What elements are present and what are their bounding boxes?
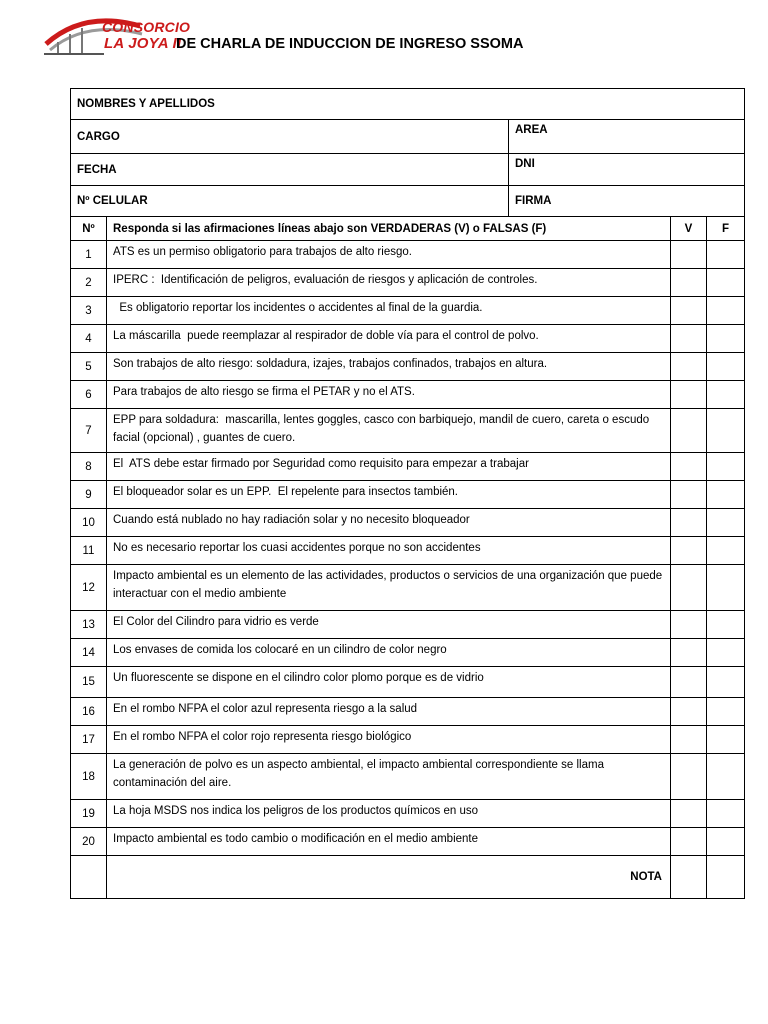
question-row (71, 565, 745, 611)
question-row (71, 800, 745, 828)
nombres-label: NOMBRES Y APELLIDOS (77, 98, 215, 110)
true-header: V (671, 217, 707, 241)
question-text: EPP para soldadura: mascarilla, lentes goggles, casco con barbiquejo, mandil de cuero, careta o escudo facial (opcional) , guantes de cuero. (107, 409, 671, 453)
answer-true-cell[interactable] (671, 726, 707, 754)
question-row (71, 481, 745, 509)
question-text: Los envases de comida los colocaré en un cilindro de color negro (107, 639, 671, 667)
answer-false-cell[interactable] (707, 241, 745, 269)
answer-true-cell[interactable] (671, 409, 707, 453)
answer-true-cell[interactable] (671, 667, 707, 698)
question-number: 13 (71, 611, 107, 639)
answer-false-cell[interactable] (707, 565, 745, 611)
logo-line1: CONSORCIO (102, 19, 191, 35)
answer-false-cell[interactable] (707, 325, 745, 353)
question-row (71, 726, 745, 754)
answer-false-cell[interactable] (707, 353, 745, 381)
question-number: 19 (71, 800, 107, 828)
nota-blank-cell (71, 856, 107, 899)
statement-header: Responda si las afirmaciones líneas abajo son VERDADERAS (V) o FALSAS (F) (107, 217, 671, 241)
question-number: 4 (71, 325, 107, 353)
question-number: 6 (71, 381, 107, 409)
answer-false-cell[interactable] (707, 381, 745, 409)
question-number: 7 (71, 409, 107, 453)
answer-true-cell[interactable] (671, 269, 707, 297)
answer-true-cell[interactable] (671, 639, 707, 667)
question-number: 14 (71, 639, 107, 667)
num-header: Nº (71, 217, 107, 241)
question-number: 12 (71, 565, 107, 611)
question-number: 18 (71, 754, 107, 800)
question-number: 10 (71, 509, 107, 537)
cargo-label: CARGO (77, 130, 120, 143)
nombres-field[interactable] (71, 89, 745, 120)
answer-false-cell[interactable] (707, 297, 745, 325)
question-row (71, 639, 745, 667)
question-row (71, 537, 745, 565)
question-row (71, 698, 745, 726)
fecha-label: FECHA (77, 163, 117, 176)
question-row (71, 353, 745, 381)
question-row (71, 381, 745, 409)
area-field[interactable] (509, 120, 745, 154)
firma-field[interactable] (509, 186, 745, 217)
answer-true-cell[interactable] (671, 241, 707, 269)
answer-false-cell[interactable] (707, 269, 745, 297)
answer-false-cell[interactable] (707, 667, 745, 698)
question-text: El Color del Cilindro para vidrio es verde (107, 611, 671, 639)
question-text: La máscarilla puede reemplazar al respirador de doble vía para el control de polvo. (107, 325, 671, 353)
answer-true-cell[interactable] (671, 509, 707, 537)
celular-label: Nº CELULAR (77, 195, 148, 207)
answer-false-cell[interactable] (707, 611, 745, 639)
question-text: El ATS debe estar firmado por Seguridad como requisito para empezar a trabajar (107, 453, 671, 481)
question-text: La generación de polvo es un aspecto ambiental, el impacto ambiental correspondiente se llama contaminación del aire. (107, 754, 671, 800)
question-number: 3 (71, 297, 107, 325)
answer-true-cell[interactable] (671, 800, 707, 828)
question-number: 8 (71, 453, 107, 481)
answer-false-cell[interactable] (707, 698, 745, 726)
question-row (71, 269, 745, 297)
answer-false-cell[interactable] (707, 453, 745, 481)
question-text: Es obligatorio reportar los incidentes o accidentes al final de la guardia. (107, 297, 671, 325)
answer-true-cell[interactable] (671, 828, 707, 856)
question-row (71, 409, 745, 453)
question-text: Impacto ambiental es todo cambio o modificación en el medio ambiente (107, 828, 671, 856)
answer-true-cell[interactable] (671, 698, 707, 726)
question-header-row (71, 217, 745, 241)
question-number: 20 (71, 828, 107, 856)
answer-false-cell[interactable] (707, 800, 745, 828)
question-text: Para trabajos de alto riesgo se firma el PETAR y no el ATS. (107, 381, 671, 409)
document-title: DE CHARLA DE INDUCCION DE INGRESO SSOMA (176, 36, 524, 52)
question-number: 16 (71, 698, 107, 726)
answer-true-cell[interactable] (671, 325, 707, 353)
area-label: AREA (515, 124, 548, 136)
cargo-field[interactable] (71, 120, 509, 154)
question-text: El bloqueador solar es un EPP. El repelente para insectos también. (107, 481, 671, 509)
dni-field[interactable] (509, 154, 745, 186)
company-logo (44, 14, 191, 60)
question-text: IPERC : Identificación de peligros, evaluación de riesgos y aplicación de controles. (107, 269, 671, 297)
question-row (71, 754, 745, 800)
question-text: ATS es un permiso obligatorio para trabajos de alto riesgo. (107, 241, 671, 269)
question-row (71, 828, 745, 856)
question-row (71, 241, 745, 269)
question-text: Cuando está nublado no hay radiación solar y no necesito bloqueador (107, 509, 671, 537)
question-text: Un fluorescente se dispone en el cilindro color plomo porque es de vidrio (107, 667, 671, 698)
question-number: 2 (71, 269, 107, 297)
answer-true-cell[interactable] (671, 537, 707, 565)
question-number: 1 (71, 241, 107, 269)
nota-row (71, 856, 745, 899)
answer-false-cell[interactable] (707, 537, 745, 565)
answer-true-cell[interactable] (671, 481, 707, 509)
answer-true-cell[interactable] (671, 297, 707, 325)
question-text: En el rombo NFPA el color azul representa riesgo a la salud (107, 698, 671, 726)
answer-false-cell[interactable] (707, 409, 745, 453)
nota-extra-cell[interactable] (707, 856, 745, 899)
fecha-field[interactable] (71, 154, 509, 186)
answer-false-cell[interactable] (707, 481, 745, 509)
answer-true-cell[interactable] (671, 611, 707, 639)
question-text: No es necesario reportar los cuasi accidentes porque no son accidentes (107, 537, 671, 565)
question-row (71, 297, 745, 325)
firma-label: FIRMA (515, 195, 552, 207)
dni-label: DNI (515, 158, 535, 170)
answer-false-cell[interactable] (707, 639, 745, 667)
question-text: La hoja MSDS nos indica los peligros de los productos químicos en uso (107, 800, 671, 828)
answer-true-cell[interactable] (671, 754, 707, 800)
question-row (71, 325, 745, 353)
question-text: Son trabajos de alto riesgo: soldadura, izajes, trabajos confinados, trabajos en altura. (107, 353, 671, 381)
question-number: 17 (71, 726, 107, 754)
question-text: En el rombo NFPA el color rojo representa riesgo biológico (107, 726, 671, 754)
answer-true-cell[interactable] (671, 453, 707, 481)
answer-true-cell[interactable] (671, 381, 707, 409)
question-text: Impacto ambiental es un elemento de las actividades, productos o servicios de una organización que puede interactuar con el medio ambiente (107, 565, 671, 611)
false-header: F (707, 217, 745, 241)
logo-line2: LA JOYA II (104, 35, 182, 52)
induction-form (70, 88, 745, 899)
answer-true-cell[interactable] (671, 565, 707, 611)
question-number: 5 (71, 353, 107, 381)
answer-false-cell[interactable] (707, 754, 745, 800)
answer-false-cell[interactable] (707, 726, 745, 754)
question-row (71, 667, 745, 698)
question-number: 15 (71, 667, 107, 698)
question-row (71, 611, 745, 639)
answer-false-cell[interactable] (707, 828, 745, 856)
answer-false-cell[interactable] (707, 509, 745, 537)
celular-field[interactable] (71, 186, 509, 217)
nota-label: NOTA (107, 856, 671, 899)
nota-value-cell[interactable] (671, 856, 707, 899)
answer-true-cell[interactable] (671, 353, 707, 381)
question-row (71, 509, 745, 537)
question-number: 9 (71, 481, 107, 509)
question-row (71, 453, 745, 481)
question-number: 11 (71, 537, 107, 565)
